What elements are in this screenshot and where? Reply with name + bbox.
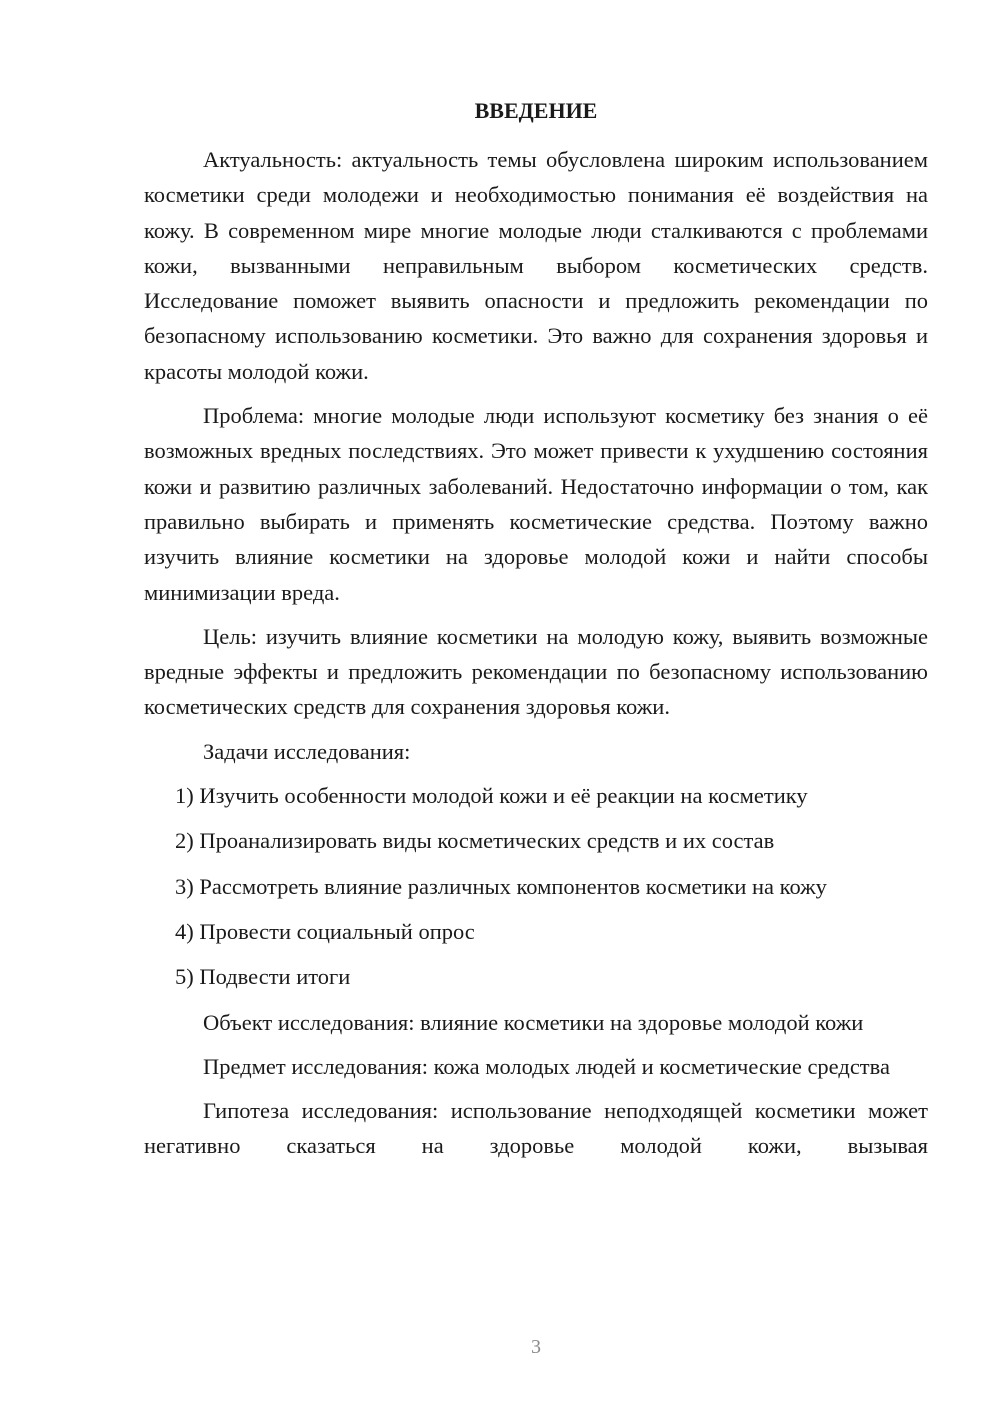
page-title: ВВЕДЕНИЕ xyxy=(474,98,598,123)
tasks-title: Задачи исследования: xyxy=(203,738,411,764)
page-number: 3 xyxy=(531,1336,541,1358)
task-item-1: 1) Изучить особенности молодой кожи и её реакции на косметику xyxy=(175,783,808,809)
paragraph-relevance: Актуальность: актуальность темы обусловлена широким использованием косметики среди молодежи и необходимостью понимания её воздействия на кожу. В современном мире многие молодые люди сталкиваются с проблемами кожи, вызванными неправильным выбором косметических средств. Исследование поможет выявить опасности и предложить рекомендации по безопасному использованию косметики. Это важно для сохранения здоровья и красоты молодой кожи. xyxy=(144,147,928,384)
task-item-2: 2) Проанализировать виды косметических средств и их состав xyxy=(175,828,775,854)
task-item-4: 4) Провести социальный опрос xyxy=(175,918,475,944)
task-item-5: 5) Подвести итоги xyxy=(175,964,351,990)
paragraph-problem: Проблема: многие молодые люди используют косметику без знания о её возможных вредных последствиях. Это может привести к ухудшению состояния кожи и развитию различных заболеваний. Недостаточно информации о том, как правильно выбирать и применять косметические средства. Поэтому важно изучить влияние косметики на здоровье молодой кожи и найти способы минимизации вреда. xyxy=(144,403,928,605)
paragraph-hypothesis: Гипотеза исследования: использование неподходящей косметики может негативно сказаться на здоровье молодой кожи, вызывая xyxy=(144,1098,928,1159)
paragraph-object: Объект исследования: влияние косметики на здоровье молодой кожи xyxy=(203,1009,864,1035)
document-body xyxy=(144,142,928,1173)
paragraph-goal: Цель: изучить влияние косметики на молодую кожу, выявить возможные вредные эффекты и предложить рекомендации по безопасному использованию косметических средств для сохранения здоровья кожи. xyxy=(144,623,928,720)
task-item-3: 3) Рассмотреть влияние различных компонентов косметики на кожу xyxy=(175,873,827,899)
paragraph-subject: Предмет исследования: кожа молодых людей и косметические средства xyxy=(203,1053,890,1079)
